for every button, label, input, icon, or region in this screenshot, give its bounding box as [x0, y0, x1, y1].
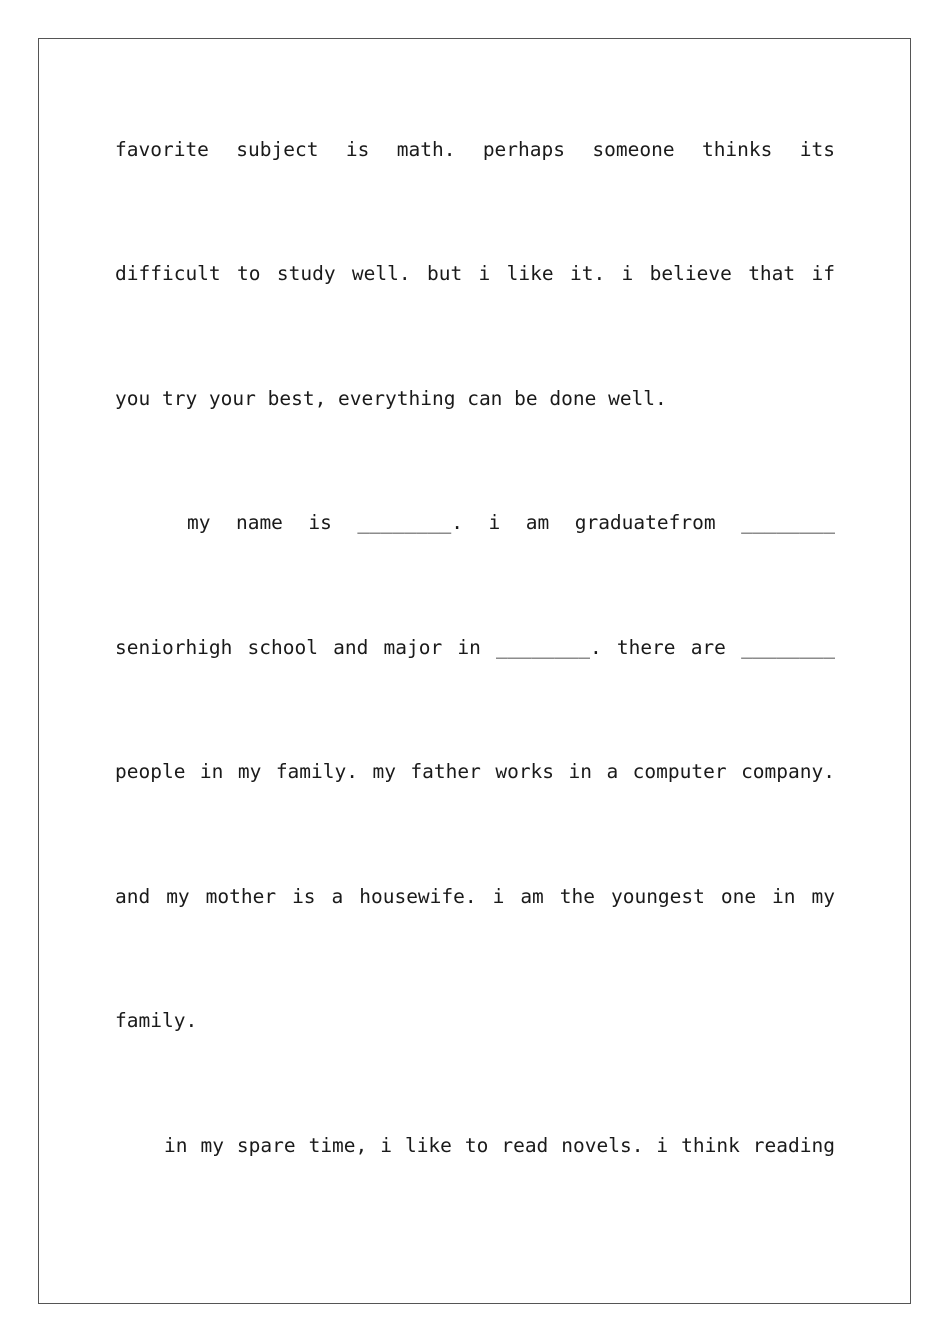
paragraph-line: you try your best, everything can be done well.	[115, 387, 667, 410]
paragraph-line: difficult to study well. but i like it. i believe that if	[115, 262, 835, 285]
paragraph-line: seniorhigh school and major in ________. there are ________	[115, 636, 835, 659]
paragraph-line: in my spare time, i like to read novels. i think reading	[164, 1134, 835, 1157]
paragraph-line: my name is ________. i am graduatefrom ________	[187, 511, 835, 534]
paragraph-line: people in my family. my father works in a computer company.	[115, 760, 835, 783]
page-frame	[38, 38, 911, 1304]
paragraph-line: favorite subject is math. perhaps someone thinks its	[115, 138, 835, 161]
paragraph-line: family.	[115, 1009, 198, 1032]
paragraph-line: and my mother is a housewife. i am the youngest one in my	[115, 885, 835, 908]
